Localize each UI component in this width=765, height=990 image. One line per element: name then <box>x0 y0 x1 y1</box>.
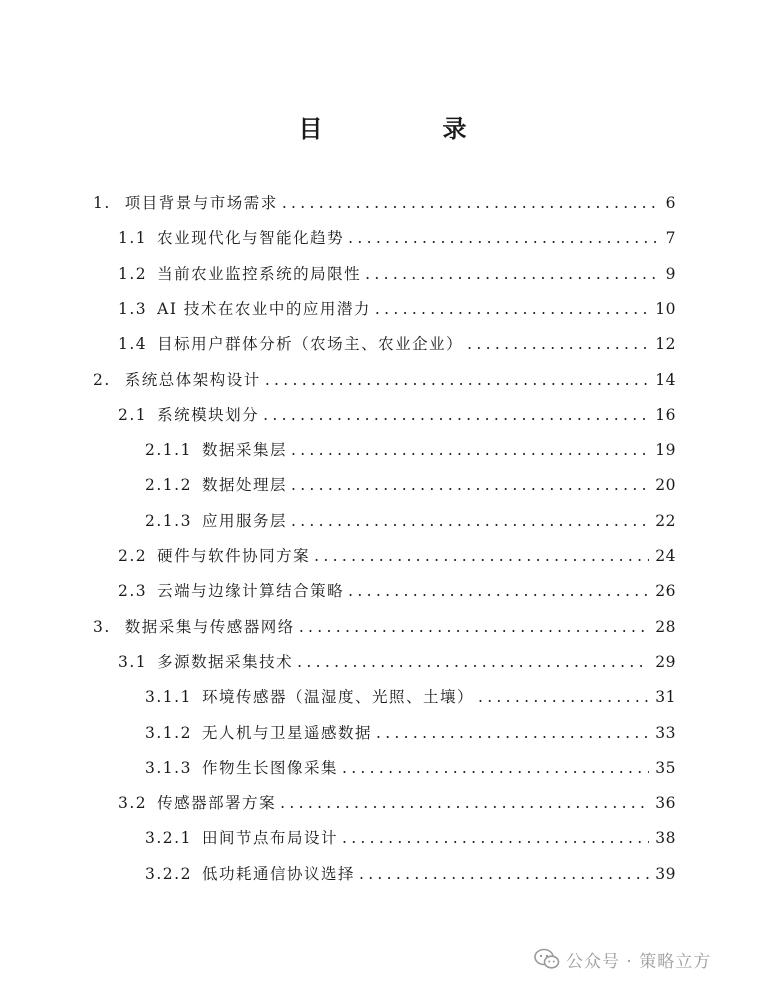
toc-entry-number: 2.1.1 <box>145 441 192 460</box>
toc-leader-dots <box>342 753 649 783</box>
toc-leader-dots <box>375 294 649 324</box>
toc-entry-number: 1. <box>93 194 111 212</box>
toc-entry[interactable] <box>93 365 676 395</box>
toc-entry-number: 3.2 <box>118 794 148 813</box>
toc-entry[interactable] <box>118 788 676 818</box>
toc-entry-title: 系统模块划分 <box>157 405 260 424</box>
toc-entry[interactable] <box>118 259 676 289</box>
toc-entry[interactable] <box>145 753 676 783</box>
toc-leader-dots <box>467 329 649 359</box>
toc-entry-page: 10 <box>655 299 676 318</box>
toc-entry-number: 3.1 <box>118 652 148 671</box>
toc-leader-dots <box>291 435 649 465</box>
toc-entry-title: 系统总体架构设计 <box>124 370 261 389</box>
toc-entry-title: 农业现代化与智能化趋势 <box>157 229 345 248</box>
toc-entry-page: 35 <box>655 758 676 777</box>
toc-entry-number: 2.1.2 <box>145 476 192 495</box>
toc-leader-dots <box>282 188 660 218</box>
toc-leader-dots <box>291 506 649 536</box>
page-title: 目 录 <box>298 115 515 143</box>
toc-entry-page: 22 <box>655 511 676 530</box>
toc-entry-number: 3. <box>93 617 111 636</box>
toc-entry-title: 田间节点布局设计 <box>201 829 338 848</box>
toc-entry-page: 31 <box>655 688 676 707</box>
toc-entry[interactable] <box>93 612 676 642</box>
toc-entry-page: 7 <box>665 229 676 248</box>
toc-entry-number: 2. <box>93 370 111 389</box>
toc-entry-page: 9 <box>665 264 676 283</box>
toc-entry[interactable] <box>118 329 676 359</box>
toc-entry-page: 36 <box>655 794 676 813</box>
toc-entry-title: 传感器部署方案 <box>157 794 277 813</box>
toc-leader-dots <box>359 859 649 889</box>
toc-entry[interactable] <box>118 541 676 571</box>
toc-entry-title: 多源数据采集技术 <box>157 652 294 671</box>
toc-entry[interactable] <box>145 435 676 465</box>
toc-entry-page: 38 <box>655 829 676 848</box>
toc-leader-dots <box>299 612 649 642</box>
toc-entry-number: 3.1.2 <box>145 723 192 742</box>
toc-entry-title: AI 技术在农业中的应用潜力 <box>157 299 371 318</box>
toc-leader-dots <box>265 365 649 395</box>
toc-entry[interactable] <box>118 294 676 324</box>
toc-entry-page: 24 <box>655 547 676 565</box>
toc-entry[interactable] <box>145 859 676 889</box>
toc-entry-page: 14 <box>655 370 676 389</box>
toc-entry[interactable] <box>118 647 676 677</box>
toc-entry[interactable] <box>118 400 676 430</box>
toc-leader-dots <box>342 823 649 853</box>
toc-leader-dots <box>314 541 649 571</box>
toc-entry-page: 20 <box>655 476 676 495</box>
toc-entry[interactable] <box>93 188 676 218</box>
toc-entry-title: 环境传感器（温湿度、光照、土壤） <box>201 688 474 707</box>
toc-leader-dots <box>263 400 649 430</box>
toc-entry-number: 2.1 <box>118 405 148 424</box>
toc-entry-page: 39 <box>655 864 676 883</box>
toc-entry[interactable] <box>118 576 676 606</box>
toc-leader-dots <box>365 259 659 289</box>
toc-entry-number: 3.1.3 <box>145 758 192 777</box>
toc-entry-title: 数据采集与传感器网络 <box>124 617 295 636</box>
toc-leader-dots <box>376 718 649 748</box>
toc-entry-page: 26 <box>655 582 676 601</box>
toc-entry[interactable] <box>145 682 676 712</box>
toc-entry-title: 数据采集层 <box>201 441 287 460</box>
toc-entry-number: 3.2.1 <box>145 829 192 848</box>
toc-entry-number: 1.3 <box>118 299 148 318</box>
toc-entry-title: 项目背景与市场需求 <box>124 194 278 212</box>
toc-entry-page: 33 <box>655 723 676 742</box>
toc-entry[interactable] <box>145 823 676 853</box>
toc-entry-number: 1.1 <box>118 229 148 248</box>
toc-entry-number: 2.3 <box>118 582 148 601</box>
toc-leader-dots <box>348 576 649 606</box>
toc-leader-dots <box>297 647 649 677</box>
toc-entry-title: 数据处理层 <box>201 476 287 495</box>
toc-entry-number: 1.2 <box>118 264 148 283</box>
toc-entry-number: 1.4 <box>118 335 148 354</box>
toc-entry-number: 2.1.3 <box>145 511 192 530</box>
wechat-icon <box>534 948 560 970</box>
toc-entry[interactable] <box>145 470 676 500</box>
toc-entry-title: 当前农业监控系统的局限性 <box>157 264 362 283</box>
toc-entry-page: 16 <box>655 405 676 424</box>
toc-entry-page: 29 <box>655 652 676 671</box>
toc-leader-dots <box>478 682 649 712</box>
toc-entry-page: 6 <box>665 194 676 212</box>
toc-leader-dots <box>291 470 649 500</box>
toc-entry-title: 无人机与卫星遥感数据 <box>201 723 372 742</box>
toc-entry-title: 作物生长图像采集 <box>201 758 338 777</box>
watermark <box>534 944 711 974</box>
toc-entry-title: 应用服务层 <box>201 511 287 530</box>
toc-entry-title: 低功耗通信协议选择 <box>201 864 355 883</box>
toc-entry[interactable] <box>145 718 676 748</box>
toc-entry-title: 硬件与软件协同方案 <box>157 547 311 565</box>
toc-entry-number: 2.2 <box>118 547 148 565</box>
toc-entry-page: 12 <box>655 335 676 354</box>
toc-leader-dots <box>348 223 659 253</box>
toc-entry-number: 3.1.1 <box>145 688 192 707</box>
toc-entry[interactable] <box>118 223 676 253</box>
toc-entry-title: 目标用户群体分析（农场主、农业企业） <box>157 335 464 354</box>
toc-entry-page: 19 <box>655 441 676 460</box>
toc-entry-number: 3.2.2 <box>145 864 192 883</box>
toc-leader-dots <box>280 788 649 818</box>
toc-entry-page: 28 <box>655 617 676 636</box>
toc-entry-title: 云端与边缘计算结合策略 <box>157 582 345 601</box>
toc-entry[interactable] <box>145 506 676 536</box>
watermark-text: 公众号 · 策略立方 <box>566 951 712 972</box>
